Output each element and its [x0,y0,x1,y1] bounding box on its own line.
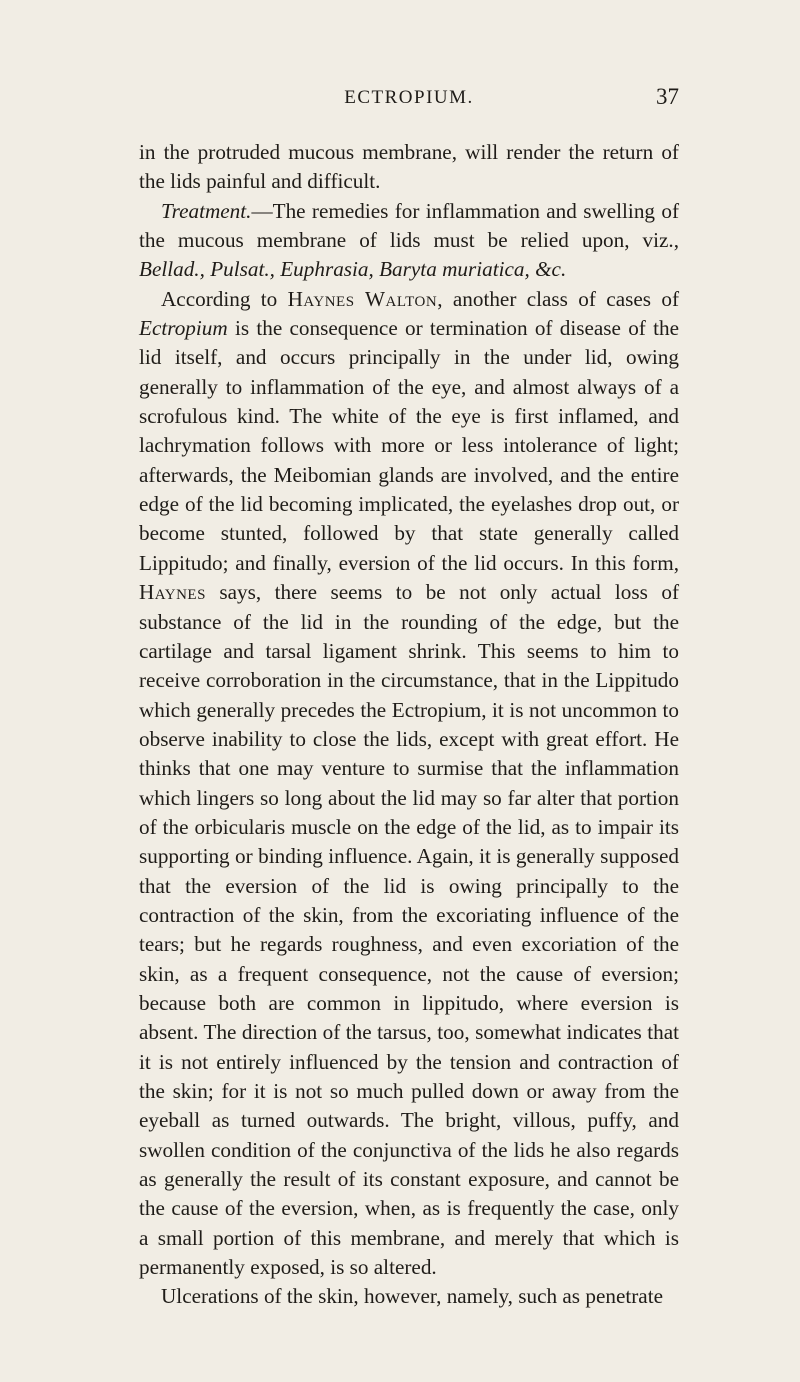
running-head [139,84,679,114]
term-ectropium: Ectropium [139,316,228,341]
paragraph-text: According to [161,286,288,311]
remedies-list: Bellad., Pulsat., Euphrasia, Baryta muriatica, &c. [139,257,567,282]
paragraph-text: , another class of cases of [437,286,679,311]
author-name: Haynes [139,580,206,605]
page-number: 37 [656,84,679,109]
running-title: ECTROPIUM. [344,87,474,108]
body-text [139,138,679,1312]
paragraph-continuation [139,138,679,197]
paragraph-text: —The remedies for inflammation and swelling of the mucous membrane of lids must be relied upon, viz., [139,198,679,253]
paragraph-text: Ulcerations of the skin, however, namely, such as penetrate [161,1284,663,1309]
paragraph-treatment [139,197,679,285]
author-name: Haynes Walton [287,286,438,311]
paragraph-text: says, there seems to be not only actual loss of substance of the lid in the rounding of the edge, but the cartilage and tarsal ligament shrink. This seems to him to receive corroboration in the circumstance, that in the Lippitudo which generally precedes the Ectropium, it is not uncommon to observe inability to close the lids, except with great effort. He thinks that one may venture to surmise that the inflammation which lingers so long about the lid may so far alter that portion of the orbicularis muscle on the edge of the lid, as to impair its supporting or binding influence. Again, it is generally supposed that the eversion of the lid is owing principally to the contraction of the skin, from the excoriating influence of the tears; but he regards roughness, and even excoriation of the skin, as a frequent consequence, not the cause of eversion; because both are common in lippitudo, where eversion is absent. The direction of the tarsus, too, somewhat indicates that it is not entirely influenced by the tension and contraction of the skin; for it is not so much pulled down or away from the eyeball as turned outwards. The bright, villous, puffy, and swollen condition of the conjunctiva of the lids he also regards as generally the result of its constant exposure, and cannot be the cause of the eversion, when, as is frequently the case, only a small portion of this membrane, and merely that which is permanently exposed, is so altered. [139,580,679,1280]
paragraph-text: in the protruded mucous membrane, will render the return of the lids painful and difficult. [139,140,679,194]
paragraph-text: is the consequence or termination of disease of the lid itself, and occurs principally in the under lid, owing generally to inflammation of the eye, and almost always of a scrofulous kind. The white of the eye is first inflamed, and lachrymation follows with more or less intolerance of light; afterwards, the Meibomian glands are involved, and the entire edge of the lid becoming implicated, the eyelashes drop out, or become stunted, followed by that state generally called Lippitudo; and finally, eversion of the lid occurs. In this form, [139,316,679,575]
paragraph-haynes-walton [139,285,679,1283]
paragraph-ulcerations [139,1282,679,1311]
treatment-heading: Treatment. [161,198,252,223]
